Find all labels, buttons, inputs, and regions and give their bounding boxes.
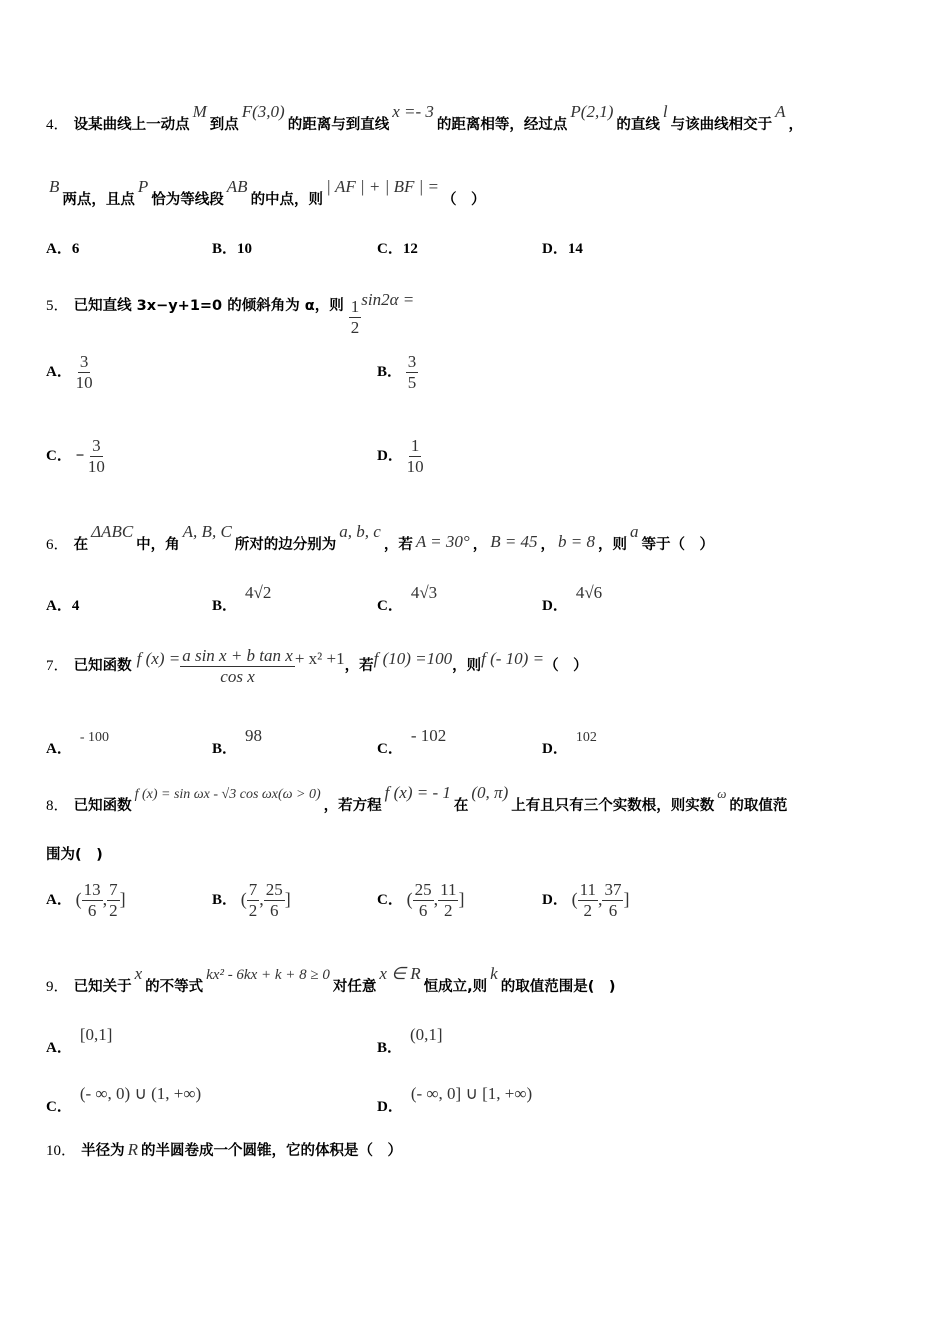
option-d[interactable] — [542, 730, 597, 758]
text: ， — [540, 537, 556, 553]
option-label: C． — [46, 1099, 72, 1115]
interval: ( $\frac{7}{2}$ , $\frac{25}{6}$ ] — [240, 880, 291, 920]
denominator: 6 — [87, 901, 97, 920]
option-label: B． — [212, 741, 238, 757]
text: 半径为 — [81, 1143, 125, 1159]
text: 在 — [453, 798, 469, 814]
option-d[interactable] — [542, 237, 583, 258]
option-label: B． — [212, 891, 238, 908]
text: 的距离与到直线 — [287, 117, 390, 133]
option-value: [0,1] — [79, 1025, 113, 1044]
fraction — [247, 880, 260, 921]
math: l — [662, 102, 668, 121]
option-a[interactable] — [46, 1025, 113, 1057]
text: 上有且只有三个实数根，则实数 — [511, 798, 715, 814]
question-7-stem — [46, 642, 588, 690]
numerator: 13 — [83, 880, 101, 899]
math: f (- 10) = — [481, 649, 545, 668]
numerator: 7 — [109, 880, 118, 899]
question-4-line-1 — [46, 102, 803, 135]
numerator: 11 — [579, 880, 596, 899]
math: A — [775, 102, 786, 121]
numerator: 37 — [604, 880, 622, 899]
option-label: B． — [377, 1040, 403, 1056]
question-10-stem — [46, 1140, 402, 1161]
option-label: C． — [377, 598, 403, 614]
text: 对任意 — [332, 979, 377, 995]
text: 的直线 — [616, 117, 660, 133]
text: ， — [472, 537, 488, 553]
numerator: a sin x + b tan x — [182, 645, 293, 665]
interval: ( $\frac{11}{2}$ , $\frac{37}{6}$ ] — [571, 880, 630, 920]
denominator: 2 — [248, 901, 258, 920]
minus-sign: − — [75, 447, 85, 464]
denominator: 6 — [608, 901, 618, 920]
option-c[interactable] — [46, 436, 105, 477]
numerator: 3 — [92, 436, 101, 455]
option-c[interactable] — [377, 726, 447, 758]
math: f (x) = sin ωx - √3 cos ωx(ω > 0) — [134, 787, 321, 802]
option-value: - 102 — [410, 726, 447, 745]
math: x — [134, 964, 143, 983]
option-label: C． — [46, 447, 72, 464]
text: 两点，且点 — [62, 192, 135, 208]
question-number: 10． — [46, 1143, 77, 1159]
text: ，若方程 — [323, 798, 382, 814]
math: f (10) =100 — [373, 649, 453, 668]
question-6-stem — [46, 522, 715, 555]
option-value: 4√6 — [575, 583, 603, 602]
option-d[interactable] — [377, 436, 424, 477]
text: 到点 — [209, 117, 239, 133]
option-label: D． — [542, 891, 568, 908]
math: (0, π) — [471, 783, 509, 802]
option-a[interactable] — [46, 730, 110, 758]
denominator: 2 — [444, 901, 453, 920]
math: kx² - 6kx + k + 8 ≥ 0 — [206, 967, 330, 983]
text: 中，角 — [136, 537, 180, 553]
option-label: A． — [46, 598, 72, 614]
fraction — [438, 880, 458, 921]
interval: ( $\frac{13}{6}$ , $\frac{7}{2}$ ] — [75, 880, 126, 920]
option-d[interactable] — [542, 880, 629, 921]
fraction — [413, 880, 434, 921]
option-value: (- ∞, 0) ∪ (1, +∞) — [79, 1084, 202, 1103]
option-value: 98 — [245, 726, 263, 745]
option-label: A． — [46, 741, 72, 757]
option-value: 4 — [71, 598, 80, 614]
option-c[interactable] — [377, 583, 438, 615]
fraction — [88, 436, 105, 477]
math: P — [137, 177, 149, 196]
option-value: 10 — [237, 241, 253, 257]
text: 与该曲线相交于 — [670, 117, 773, 133]
denominator: 2 — [583, 901, 593, 920]
fraction — [180, 646, 295, 687]
fraction — [82, 880, 103, 921]
text: ，则 — [452, 658, 482, 674]
option-b[interactable] — [377, 1025, 443, 1057]
text: 已知直线 3x−y+1=0 的倾斜角为 α，则 — [73, 298, 344, 314]
denominator: 10 — [87, 457, 105, 476]
interval: ( $\frac{25}{6}$ , $\frac{11}{2}$ ] — [406, 880, 465, 920]
fraction — [264, 880, 285, 921]
option-a[interactable] — [46, 880, 126, 921]
option-label: A． — [46, 891, 72, 908]
denominator: 2 — [350, 318, 360, 337]
option-value: 14 — [567, 241, 583, 257]
question-number: 9． — [46, 979, 69, 995]
text: 设某曲线上一动点 — [73, 117, 190, 133]
numerator: 25 — [265, 880, 283, 899]
fraction — [602, 880, 623, 921]
text: ，则 — [598, 537, 628, 553]
text: （ ） — [442, 192, 486, 208]
option-d[interactable] — [542, 583, 603, 615]
option-b[interactable] — [212, 726, 263, 758]
numerator: 3 — [407, 352, 417, 371]
question-9-stem — [46, 964, 616, 997]
option-value: 4√3 — [410, 583, 438, 602]
math: AB — [226, 177, 248, 196]
question-number: 6． — [46, 537, 69, 553]
math: F(3,0) — [241, 102, 285, 121]
question-number: 5． — [46, 298, 69, 314]
denominator: 6 — [270, 901, 279, 920]
math: f (x) = - 1 — [384, 783, 451, 802]
option-label: D． — [377, 447, 403, 464]
option-label: D． — [542, 741, 568, 757]
text: 的取值范围是( ) — [500, 979, 616, 995]
text: ，若 — [383, 537, 413, 553]
option-d[interactable] — [377, 1084, 533, 1116]
math: ΔABC — [91, 522, 134, 541]
math: x =- 3 — [392, 102, 434, 121]
math: x ∈ R — [379, 964, 421, 983]
numerator: 7 — [248, 880, 258, 899]
fraction — [349, 297, 362, 338]
text: ， — [788, 117, 803, 133]
denominator: 2 — [109, 901, 118, 920]
text: 的距离相等，经过点 — [436, 117, 568, 133]
text: 等于（ ） — [641, 537, 715, 553]
numerator: 25 — [414, 880, 432, 899]
math: + x² +1 — [294, 649, 345, 668]
option-label: C． — [377, 241, 403, 257]
math: a, b, c — [339, 522, 381, 541]
math: a — [630, 522, 639, 541]
option-a[interactable] — [46, 352, 93, 393]
math: sin2α = — [361, 290, 415, 309]
option-a[interactable] — [46, 237, 79, 258]
math: k — [490, 964, 498, 983]
fraction — [578, 880, 598, 921]
text: 所对的边分别为 — [234, 537, 337, 553]
numerator: 11 — [440, 880, 457, 899]
math: b = 8 — [558, 532, 596, 551]
option-a[interactable] — [46, 594, 79, 615]
math: M — [192, 102, 207, 121]
text: 的取值范 — [729, 798, 788, 814]
text: 的中点，则 — [250, 192, 324, 208]
text: 在 — [73, 537, 89, 553]
option-label: D． — [542, 241, 568, 257]
option-value: 6 — [71, 241, 80, 257]
option-value: (- ∞, 0] ∪ [1, +∞) — [410, 1084, 533, 1103]
option-value: (0,1] — [410, 1025, 443, 1044]
question-8-line-2: 围为( ) — [46, 847, 103, 863]
text: 已知关于 — [73, 979, 132, 995]
option-label: A． — [46, 363, 72, 380]
question-number: 7． — [46, 658, 69, 674]
option-c[interactable] — [377, 880, 464, 921]
question-8-line-1 — [46, 783, 788, 817]
math: ω — [717, 786, 727, 801]
text: 恰为等线段 — [151, 192, 224, 208]
math: B = 45 — [490, 532, 538, 551]
numerator: 1 — [410, 436, 420, 455]
math: | AF | + | BF | = — [326, 177, 439, 196]
question-5-stem — [46, 282, 414, 338]
denominator: 6 — [418, 901, 428, 920]
numerator: 1 — [350, 297, 360, 316]
question-number: 4． — [46, 117, 69, 133]
math: B — [49, 177, 60, 196]
math: P(2,1) — [570, 102, 614, 121]
option-b[interactable] — [377, 352, 418, 393]
question-number: 8． — [46, 798, 69, 814]
fraction — [76, 352, 93, 393]
text: ，若 — [344, 658, 374, 674]
option-value: 12 — [402, 241, 418, 257]
option-value: 4√2 — [245, 583, 272, 602]
option-label: C． — [377, 891, 403, 908]
text: 的不等式 — [145, 979, 204, 995]
fraction — [407, 436, 424, 477]
numerator: 3 — [79, 352, 89, 371]
option-label: A． — [46, 1040, 72, 1056]
option-value: - 100 — [79, 730, 110, 745]
option-label: B． — [212, 241, 238, 257]
fraction — [107, 880, 120, 921]
denominator: 10 — [406, 457, 424, 476]
fraction — [406, 352, 419, 393]
question-4-line-2 — [46, 177, 486, 210]
option-label: A． — [46, 241, 72, 257]
denominator: cos x — [220, 666, 255, 686]
option-label: D． — [542, 598, 568, 614]
text: （ ） — [544, 658, 588, 674]
text: 已知函数 — [73, 798, 132, 814]
option-label: D． — [377, 1099, 403, 1115]
option-label: B． — [212, 598, 238, 614]
text: 的半圆卷成一个圆锥，它的体积是（ ） — [140, 1143, 402, 1159]
option-c[interactable] — [377, 237, 418, 258]
denominator: 5 — [407, 373, 417, 392]
option-label: B． — [377, 363, 403, 380]
math: A = 30° — [415, 532, 470, 551]
option-value: 102 — [575, 730, 597, 745]
text: 恒成立,则 — [423, 979, 488, 995]
option-c[interactable] — [46, 1084, 202, 1116]
option-label: C． — [377, 741, 403, 757]
text: 已知函数 — [73, 658, 132, 674]
option-b[interactable] — [212, 237, 252, 258]
option-b[interactable] — [212, 880, 291, 921]
denominator: 10 — [75, 373, 93, 392]
math: f (x) = — [136, 649, 181, 668]
option-b[interactable] — [212, 583, 272, 615]
math: R — [127, 1140, 138, 1159]
math: A, B, C — [182, 522, 232, 541]
